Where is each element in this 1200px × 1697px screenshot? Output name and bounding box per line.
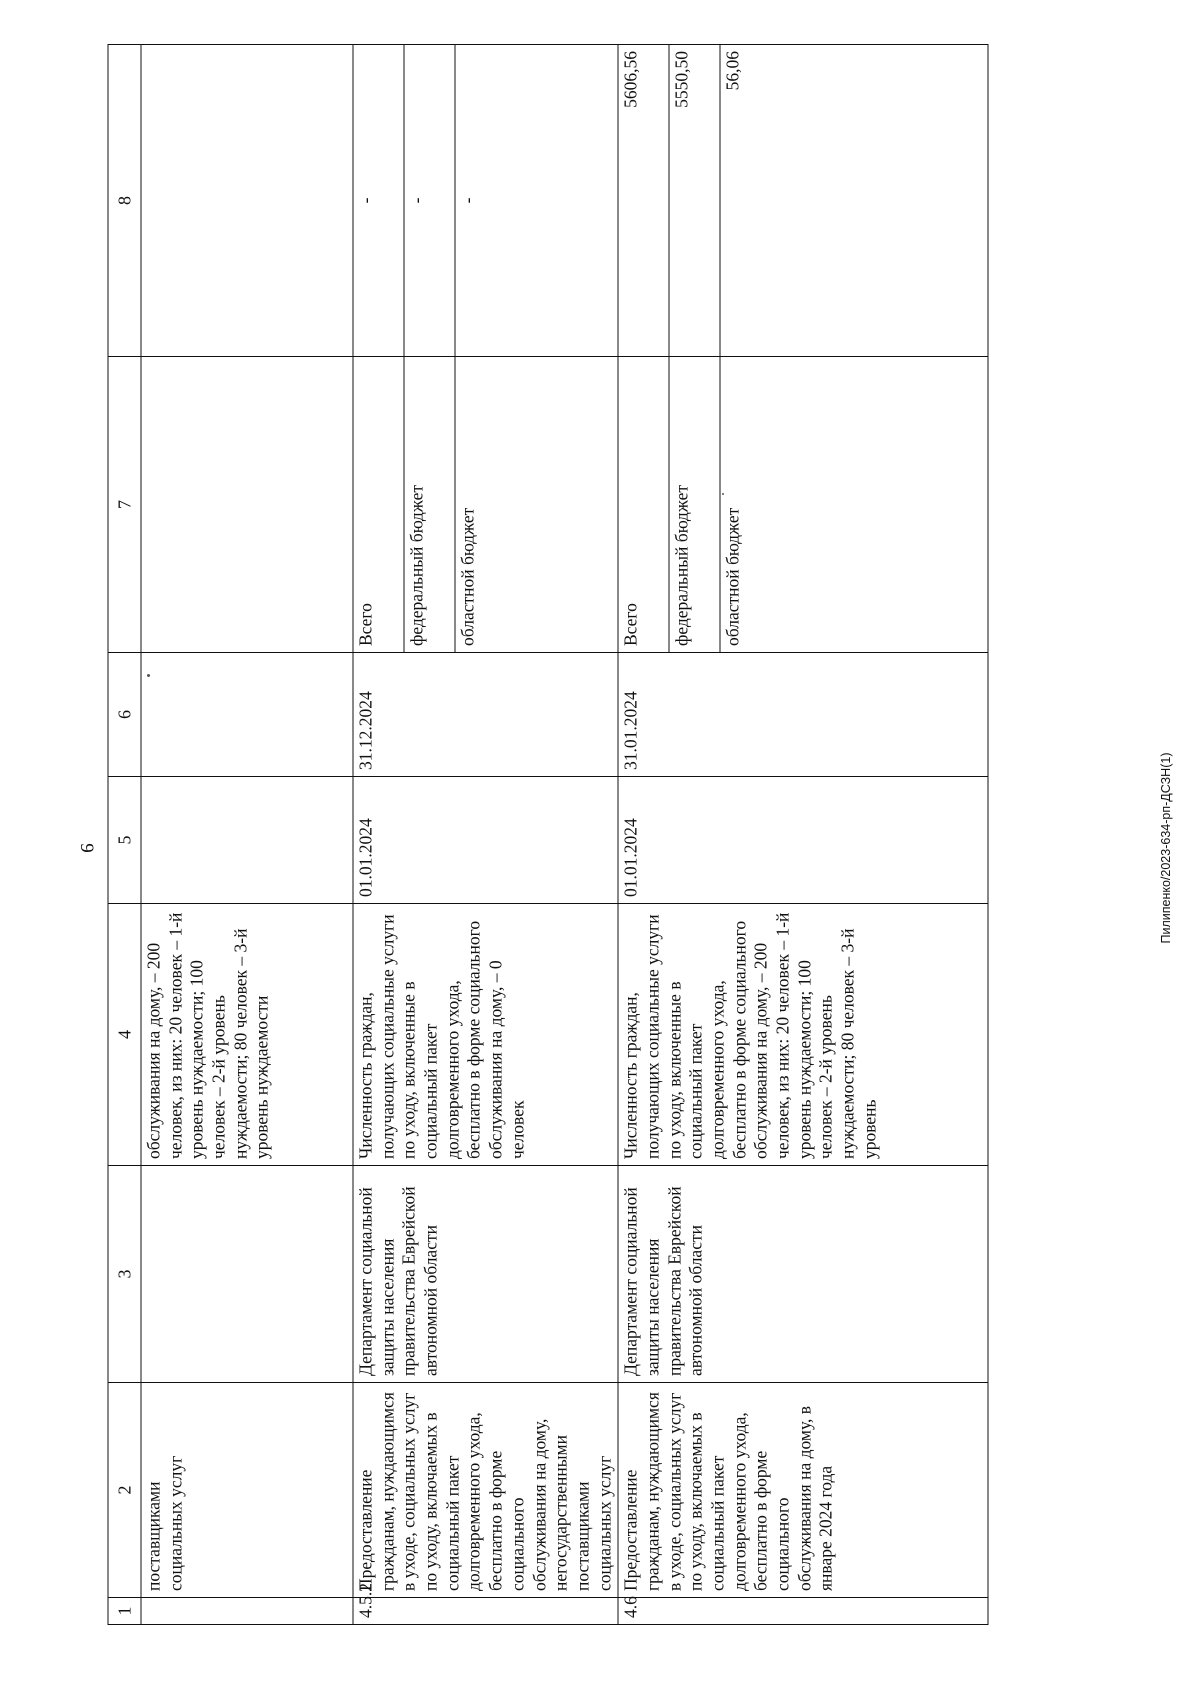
header-row — [108, 45, 141, 1625]
funding-amount-value: - — [354, 45, 405, 356]
measure-name: поставщиками социальных услуг — [141, 1383, 353, 1598]
header-cell: 6 — [108, 653, 141, 777]
header-cell: 4 — [108, 904, 141, 1166]
page-number: 9 — [76, 843, 97, 853]
item-number — [141, 1598, 353, 1625]
responsible: Департамент социальной защиты населения правительства Еврейской автономной области — [353, 1166, 618, 1383]
funding-source-label: федеральный бюджет — [404, 357, 455, 652]
funding-amount-value: 56,06 — [722, 51, 743, 91]
table-row — [141, 45, 353, 1625]
start-date — [141, 777, 353, 904]
table-row — [353, 45, 618, 1625]
header-cell: 5 — [108, 777, 141, 904]
start-date: 01.01.2024 — [618, 777, 988, 904]
responsible — [141, 1166, 353, 1383]
result-indicator: обслуживания на дому, – 200 человек, из них: 20 человек – 1-й уровень нуждаемости; 100 человек – 2-й уровень нуждаемости; 80 человек – 3-й уровень нуждаемости — [141, 904, 353, 1166]
funding-sources — [618, 357, 988, 653]
document-footer-code: Пилипенко/2023-634-рп-ДСЗН(1) — [1159, 752, 1173, 944]
funding-sources — [353, 357, 618, 653]
funding-amount-value: - — [457, 197, 478, 204]
end-date: 31.01.2024 — [618, 653, 988, 777]
rotated-table-container — [108, 51, 1093, 1625]
funding-source-label: областной бюджет — [457, 507, 478, 646]
measure-name: Предоставление гражданам, нуждающимся в уходе, социальных услуг по уходу, включаемых в социальный пакет долговременного ухода, бесплатно в форме социального обслуживания на дому, в январе 2024 года — [618, 1383, 988, 1598]
item-number: 4.6 — [618, 1598, 988, 1625]
measure-name: Предоставление гражданам, нуждающимся в уходе, социальных услуг по уходу, включаемых в социальный пакет долговременного ухода, бесплатно в форме социального обслуживания на дому, негосударственными поставщиками социальных услуг — [353, 1383, 618, 1598]
result-indicator: Численность граждан, получающих социальные услуги по уходу, включенные в социальный пакет долговременного ухода, бесплатно в форме социального обслуживания на дому, – 0 человек — [353, 904, 618, 1166]
start-date: 01.01.2024 — [353, 777, 618, 904]
funding-amounts — [353, 45, 618, 357]
header-cell: 1 — [108, 1598, 141, 1625]
funding-source-label: Всего — [619, 357, 670, 652]
funding-amount-value: 5606,56 — [619, 45, 670, 356]
funding-amount — [141, 45, 353, 357]
header-cell: 3 — [108, 1166, 141, 1383]
header-cell: 2 — [108, 1383, 141, 1598]
end-date: 31.12.2024 — [353, 653, 618, 777]
header-cell: 7 — [108, 357, 141, 653]
funding-source-label: областной бюджет — [722, 507, 743, 646]
result-indicator: Численность граждан, получающих социальные услуги по уходу, включенные в социальный пакет долговременного ухода, бесплатно в форме социального обслуживания на дому, – 200 человек, из них: 20 человек – 1-й уровень нуждаемости; 100 человек – 2-й уровень нуждаемости; 80 человек – 3-й уровень — [618, 904, 988, 1166]
funding-amount-value: - — [404, 45, 455, 356]
item-number: 4.5.2 — [353, 1598, 618, 1625]
funding-source-label: Всего — [354, 357, 405, 652]
plan-table — [108, 44, 989, 1625]
end-date — [141, 653, 353, 777]
header-cell: 8 — [108, 45, 141, 357]
table-row — [618, 45, 988, 1625]
funding-source-label: федеральный бюджет — [669, 357, 720, 652]
funding-amounts — [618, 45, 988, 357]
funding-source — [141, 357, 353, 653]
responsible: Департамент социальной защиты населения правительства Еврейской автономной области — [618, 1166, 988, 1383]
funding-amount-value: 5550,50 — [669, 45, 720, 356]
